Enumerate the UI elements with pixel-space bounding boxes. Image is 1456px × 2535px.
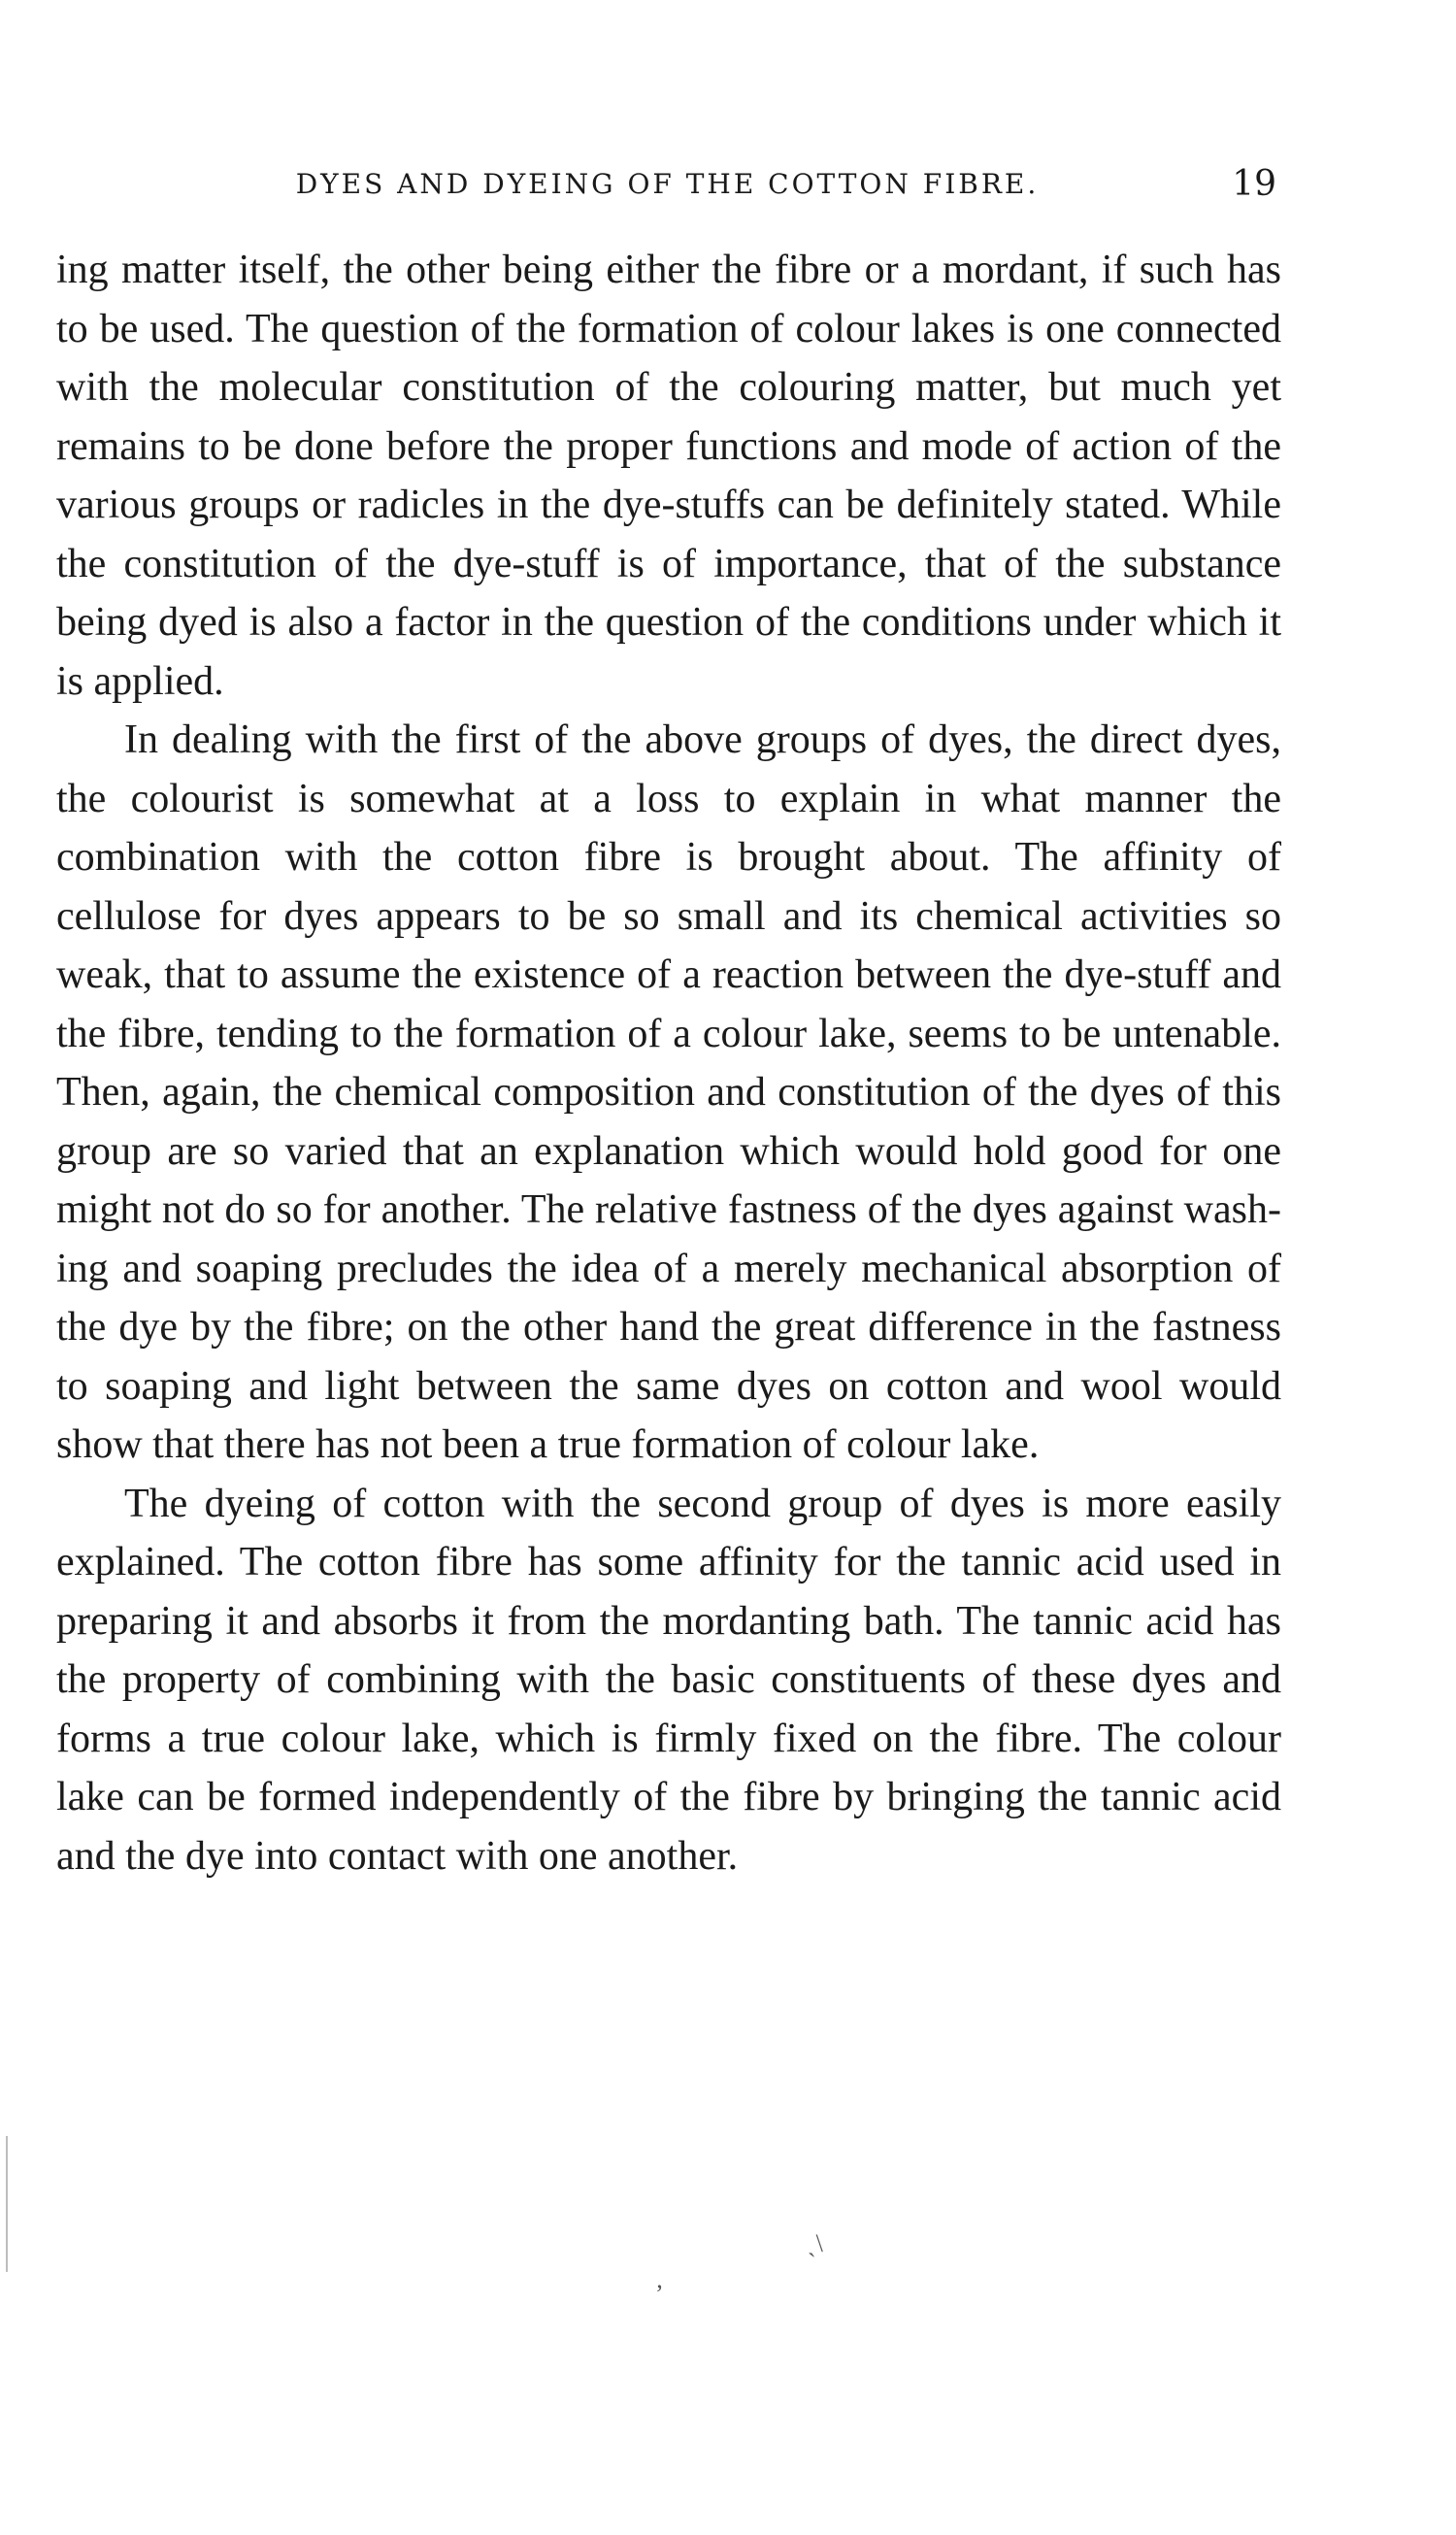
paragraph-second-group: The dyeing of cotton with the second group of dyes is more easily explained. The cotton fibre has some affinity for the tannic acid used in preparing it and absorbs it from the mordanting bath. The tannic acid has the property of combining with the basic constituents of these dyes and forms a true colour lake, which is firmly fixed on the fibre. The colour lake can be formed independently of the fibre by bringing the tannic acid and the dye into contact with one another. bbox=[56, 1481, 1281, 1879]
page-edge-shadow bbox=[6, 2136, 8, 2272]
running-title: DYES AND DYEING OF THE COTTON FIBRE. bbox=[295, 168, 1040, 200]
stray-print-mark: ʼ bbox=[655, 2280, 664, 2308]
paragraph-direct-dyes: In dealing with the first of the above groups of dyes, the direct dyes, the colourist is somewhat at a loss to explain in what manner the combination with the cotton fibre is brought about. The affinity of cellulose for dyes appears to be so small and its chemical activities so weak, that to assume the existence of a reaction between the dye-stuff and the fibre, tending to the formation of a colour lake, seems to be untenable. Then, again, the chemical composition and constitution of the dyes of this group are so varied that an explanation which would hold good for one might not do so for another. The relative fastness of the dyes against washing and soaping precludes the idea of a merely mechanical absorption of the dye by the fibre; on the other hand the great difference in the fastness to soaping and light between the same dyes on cotton and wool would show that there has not been a true formation of colour lake. bbox=[56, 717, 1281, 1467]
running-head bbox=[58, 160, 1276, 209]
paragraph-continuation: ing matter itself, the other being either the fibre or a mordant, if such has to be used. The question of the formation of colour lakes is one connected with the molecular constitution of the colouring matter, but much yet remains to be done before the proper functions and mode of action of the various groups or radicles in the dye-stuffs can be definitely stated. While the constitution of the dye-stuff is of importance, that of the substance being dyed is also a factor in the question of the conditions under which it is applied. bbox=[56, 248, 1281, 704]
body-text bbox=[56, 241, 1281, 1885]
stray-print-mark: ˎ\ bbox=[808, 2229, 823, 2257]
page-number: 19 bbox=[1232, 164, 1276, 204]
